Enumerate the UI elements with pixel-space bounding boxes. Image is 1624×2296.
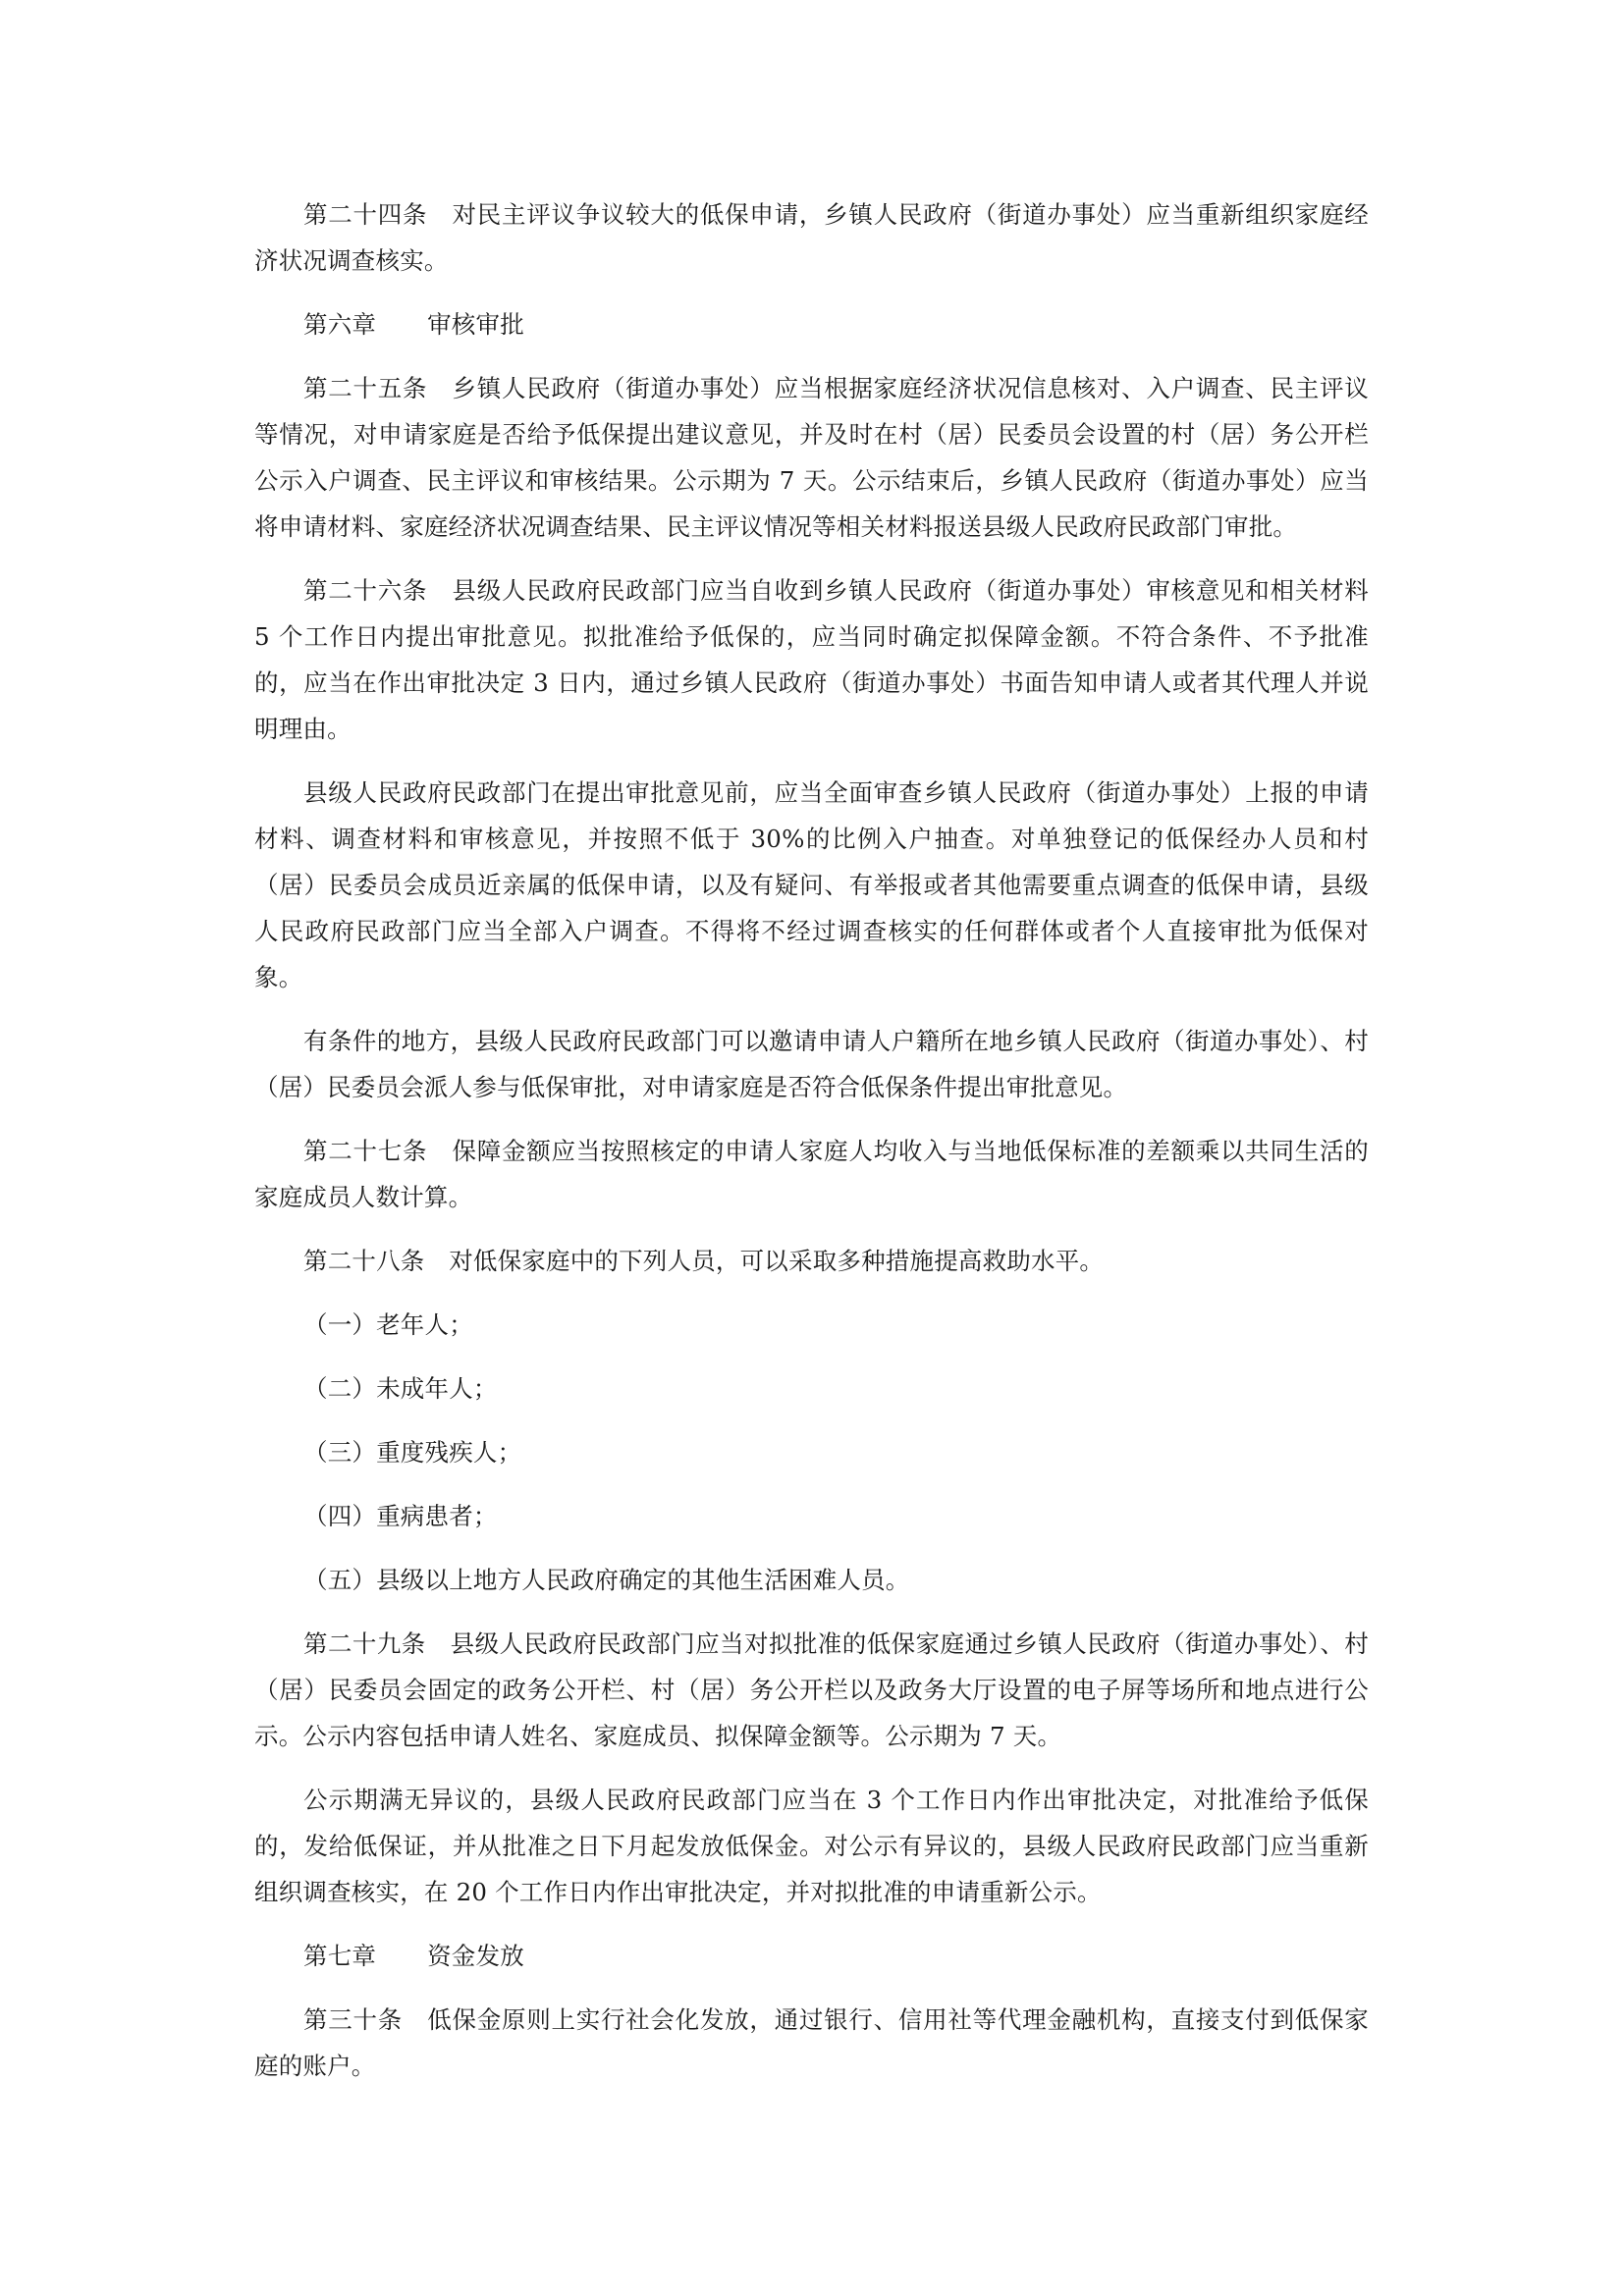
article-26-paragraph-3: 有条件的地方，县级人民政府民政部门可以邀请申请人户籍所在地乡镇人民政府（街道办事处）、村（居）民委员会派人参与低保审批，对申请家庭是否符合低保条件提出审批意见。 xyxy=(254,1027,1369,1101)
chapter-number: 第七章 xyxy=(303,1942,377,1970)
list-item: （一）老年人； xyxy=(303,1310,473,1339)
chapter-7-heading xyxy=(254,1933,1369,1979)
article-30: 第三十条 低保金原则上实行社会化发放，通过银行、信用社等代理金融机构，直接支付到低保家庭的账户。 xyxy=(254,2005,1369,2080)
list-item: （四）重病患者； xyxy=(303,1502,498,1530)
list-item: （二）未成年人； xyxy=(303,1374,498,1403)
article-25: 第二十五条 乡镇人民政府（街道办事处）应当根据家庭经济状况信息核对、入户调查、民主评议等情况，对申请家庭是否给予低保提出建议意见，并及时在村（居）民委员会设置的村（居）务公开栏公示入户调查、民主评议和审核结果。公示期为 7 天。公示结束后，乡镇人民政府（街道办事处）应当将申请材料、家庭经济状况调查结果、民主评议情况等相关材料报送县级人民政府民政部门审批。 xyxy=(254,374,1369,541)
article-26: 第二十六条 县级人民政府民政部门应当自收到乡镇人民政府（街道办事处）审核意见和相关材料 5 个工作日内提出审批意见。拟批准给予低保的，应当同时确定拟保障金额。不符合条件、不予批准的，应当在作出审批决定 3 日内，通过乡镇人民政府（街道办事处）书面告知申请人或者其代理人并说明理由。 xyxy=(254,576,1369,743)
article-28: 第二十八条 对低保家庭中的下列人员，可以采取多种措施提高救助水平。 xyxy=(303,1247,1105,1275)
chapter-title: 资金发放 xyxy=(427,1942,524,1970)
chapter-6-heading xyxy=(254,301,1369,347)
article-29: 第二十九条 县级人民政府民政部门应当对拟批准的低保家庭通过乡镇人民政府（街道办事处）、村（居）民委员会固定的政务公开栏、村（居）务公开栏以及政务大厅设置的电子屏等场所和地点进行公示。公示内容包括申请人姓名、家庭成员、拟保障金额等。公示期为 7 天。 xyxy=(254,1629,1369,1750)
chapter-title: 审核审批 xyxy=(427,310,524,339)
document-body xyxy=(254,191,1369,2107)
article-27: 第二十七条 保障金额应当按照核定的申请人家庭人均收入与当地低保标准的差额乘以共同生活的家庭成员人数计算。 xyxy=(254,1137,1369,1211)
article-24: 第二十四条 对民主评议争议较大的低保申请，乡镇人民政府（街道办事处）应当重新组织家庭经济状况调查核实。 xyxy=(254,200,1369,275)
article-29-paragraph-2: 公示期满无异议的，县级人民政府民政部门应当在 3 个工作日内作出审批决定，对批准给予低保的，发给低保证，并从批准之日下月起发放低保金。对公示有异议的，县级人民政府民政部门应当重新组织调查核实，在 20 个工作日内作出审批决定，并对拟批准的申请重新公示。 xyxy=(254,1786,1369,1906)
article-26-paragraph-2: 县级人民政府民政部门在提出审批意见前，应当全面审查乡镇人民政府（街道办事处）上报的申请材料、调查材料和审核意见，并按照不低于 30%的比例入户抽查。对单独登记的低保经办人员和村（居）民委员会成员近亲属的低保申请，以及有疑问、有举报或者其他需要重点调查的低保申请，县级人民政府民政部门应当全部入户调查。不得将不经过调查核实的任何群体或者个人直接审批为低保对象。 xyxy=(254,778,1369,991)
chapter-number: 第六章 xyxy=(303,310,377,339)
list-item: （三）重度残疾人； xyxy=(303,1438,522,1467)
list-item: （五）县级以上地方人民政府确定的其他生活困难人员。 xyxy=(303,1566,910,1594)
